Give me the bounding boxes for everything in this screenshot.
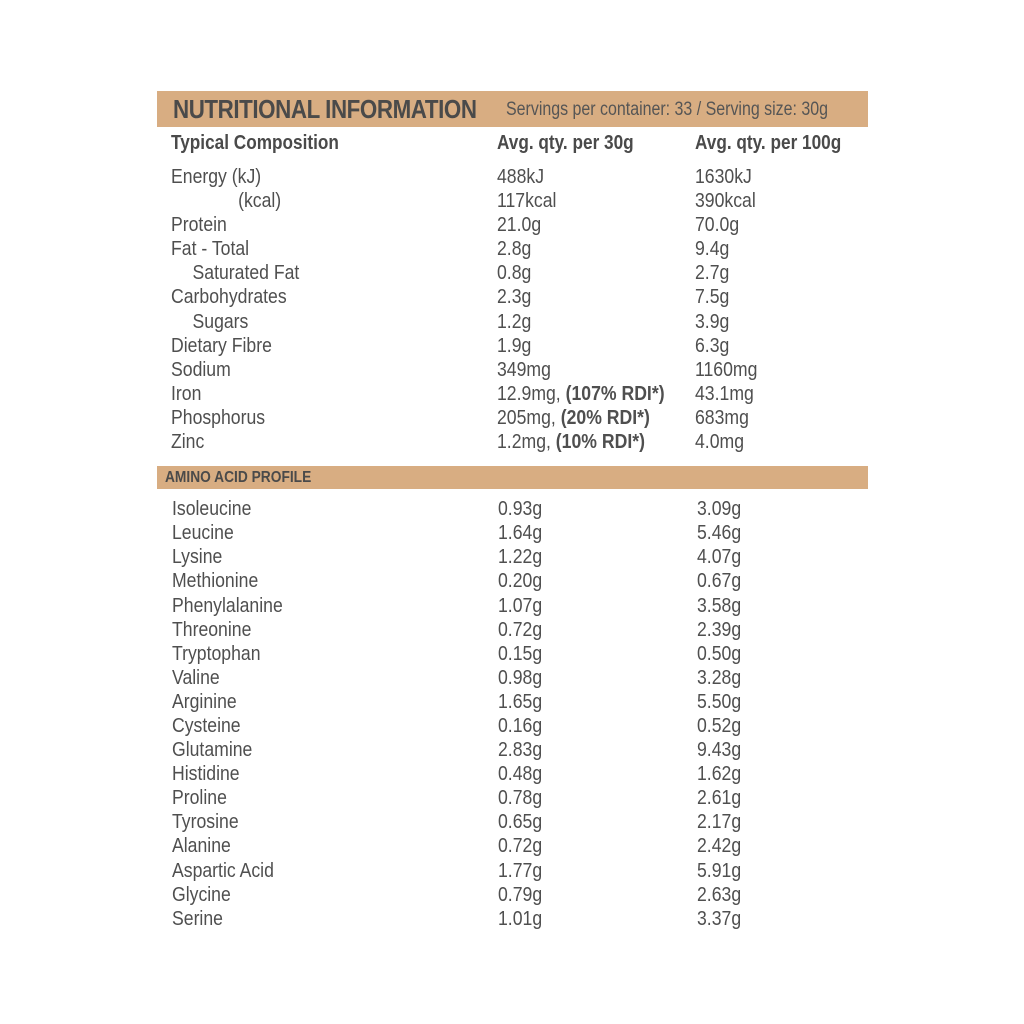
per-100g-value: 4.0mg bbox=[695, 430, 745, 454]
per-100g-value: 5.50g bbox=[697, 689, 742, 713]
per-100g-value: 390kcal bbox=[695, 189, 756, 213]
per-serving-value: 0.65g bbox=[498, 810, 543, 834]
per-serving-amount: 117kcal bbox=[497, 189, 557, 213]
amino-row bbox=[157, 521, 868, 545]
nutrient-name: Carbohydrates bbox=[171, 285, 287, 309]
column-headers bbox=[157, 127, 868, 161]
amino-row bbox=[157, 642, 868, 666]
nutrient-row bbox=[157, 189, 868, 213]
amino-name: Phenylalanine bbox=[172, 593, 283, 617]
rdi-percent: (107% RDI*) bbox=[565, 381, 665, 405]
column-header-per-100g: Avg. qty. per 100g bbox=[695, 132, 842, 154]
nutrient-name: Zinc bbox=[171, 430, 205, 454]
per-serving-value: 0.72g bbox=[498, 834, 543, 858]
serving-info: Servings per container: 33 / Serving size: 30g bbox=[506, 99, 829, 120]
per-100g-value: 2.61g bbox=[697, 786, 742, 810]
per-serving-value: 0.93g bbox=[498, 497, 543, 521]
amino-name: Proline bbox=[172, 786, 227, 810]
per-serving-amount: 2.8g bbox=[497, 237, 532, 261]
per-100g-value: 1630kJ bbox=[695, 165, 752, 188]
nutrient-row bbox=[157, 237, 868, 261]
column-header-per-serving: Avg. qty. per 30g bbox=[497, 132, 634, 154]
column-header-composition: Typical Composition bbox=[171, 132, 339, 154]
nutrient-name: Iron bbox=[171, 381, 202, 405]
per-100g-value: 0.67g bbox=[697, 569, 742, 593]
per-serving-amount: 349mg bbox=[497, 357, 551, 381]
amino-row bbox=[157, 666, 868, 690]
amino-name: Aspartic Acid bbox=[172, 858, 274, 882]
amino-name: Isoleucine bbox=[172, 497, 252, 521]
nutrient-row bbox=[157, 430, 868, 454]
nutrient-name: Protein bbox=[171, 213, 227, 237]
nutrient-name: Energy (kJ) bbox=[171, 165, 262, 188]
per-serving-value: 1.77g bbox=[498, 858, 543, 882]
per-100g-value: 3.37g bbox=[697, 906, 742, 930]
nutrient-name: Phosphorus bbox=[171, 405, 266, 429]
title-band bbox=[157, 91, 868, 127]
per-serving-amount: 205mg, bbox=[497, 405, 561, 429]
nutrient-row bbox=[157, 285, 868, 309]
amino-name: Methionine bbox=[172, 569, 259, 593]
per-100g-value: 43.1mg bbox=[695, 381, 754, 405]
per-serving-value bbox=[497, 213, 541, 237]
per-serving-amount: 2.3g bbox=[497, 285, 532, 309]
per-100g-value: 3.28g bbox=[697, 665, 742, 689]
per-100g-value: 0.50g bbox=[697, 641, 742, 665]
nutrient-name: Sugars bbox=[192, 309, 249, 333]
per-100g-value: 2.17g bbox=[697, 810, 742, 834]
per-100g-value: 3.09g bbox=[697, 497, 742, 521]
per-serving-amount: 0.8g bbox=[497, 261, 532, 285]
nutrient-name: Saturated Fat bbox=[192, 261, 300, 285]
per-serving-amount: 1.9g bbox=[497, 333, 532, 357]
amino-name: Glycine bbox=[172, 882, 231, 906]
per-serving-amount: 488kJ bbox=[497, 165, 545, 188]
rdi-percent: (20% RDI*) bbox=[560, 405, 650, 429]
per-serving-value: 0.78g bbox=[498, 786, 543, 810]
nutrient-name: Sodium bbox=[171, 357, 231, 381]
amino-name: Valine bbox=[172, 665, 220, 689]
per-serving-amount: 21.0g bbox=[497, 213, 542, 237]
per-serving-value bbox=[497, 310, 531, 334]
amino-row bbox=[157, 834, 868, 858]
per-serving-amount: 1.2g bbox=[497, 309, 532, 333]
per-serving-value bbox=[497, 285, 531, 309]
per-100g-value: 3.58g bbox=[697, 593, 742, 617]
per-100g-value: 1160mg bbox=[695, 357, 758, 381]
per-serving-value: 0.98g bbox=[498, 665, 543, 689]
nutrient-row bbox=[157, 406, 868, 430]
amino-row bbox=[157, 545, 868, 569]
per-100g-value: 1.62g bbox=[697, 762, 742, 786]
per-serving-value bbox=[497, 334, 531, 358]
amino-row bbox=[157, 497, 868, 521]
amino-name: Glutamine bbox=[172, 738, 253, 762]
per-100g-value: 2.42g bbox=[697, 834, 742, 858]
per-serving-value: 1.22g bbox=[498, 545, 543, 569]
amino-band bbox=[157, 466, 868, 489]
per-serving-value bbox=[497, 406, 650, 430]
amino-row bbox=[157, 883, 868, 907]
per-100g-value: 2.7g bbox=[695, 261, 730, 285]
nutrient-name: Fat - Total bbox=[171, 237, 250, 261]
per-100g-value: 9.4g bbox=[695, 237, 730, 261]
per-serving-value: 0.79g bbox=[498, 882, 543, 906]
nutrient-row bbox=[157, 213, 868, 237]
per-serving-value: 1.07g bbox=[498, 593, 543, 617]
per-serving-value: 1.65g bbox=[498, 689, 543, 713]
nutrient-table bbox=[157, 165, 868, 454]
amino-name: Arginine bbox=[172, 689, 237, 713]
amino-name: Alanine bbox=[172, 834, 231, 858]
amino-name: Tryptophan bbox=[172, 641, 261, 665]
per-serving-value bbox=[497, 165, 544, 189]
amino-row bbox=[157, 569, 868, 593]
per-serving-value: 0.16g bbox=[498, 713, 543, 737]
amino-row bbox=[157, 907, 868, 931]
per-100g-value: 5.46g bbox=[697, 521, 742, 545]
amino-name: Lysine bbox=[172, 545, 223, 569]
per-serving-value: 0.20g bbox=[498, 569, 543, 593]
per-serving-value: 0.48g bbox=[498, 762, 543, 786]
amino-name: Serine bbox=[172, 906, 223, 930]
amino-row bbox=[157, 738, 868, 762]
per-serving-value bbox=[497, 430, 645, 454]
per-100g-value: 70.0g bbox=[695, 213, 740, 237]
per-100g-value: 6.3g bbox=[695, 333, 730, 357]
nutrition-panel bbox=[157, 91, 868, 931]
amino-title: AMINO ACID PROFILE bbox=[165, 469, 312, 487]
rdi-percent: (10% RDI*) bbox=[555, 430, 645, 454]
amino-table bbox=[157, 497, 868, 931]
per-serving-value: 2.83g bbox=[498, 738, 543, 762]
panel-title: NUTRITIONAL INFORMATION bbox=[173, 94, 477, 124]
amino-row bbox=[157, 810, 868, 834]
per-serving-value: 0.72g bbox=[498, 617, 543, 641]
per-100g-value: 0.52g bbox=[697, 713, 742, 737]
amino-row bbox=[157, 594, 868, 618]
nutrient-row bbox=[157, 334, 868, 358]
amino-name: Threonine bbox=[172, 617, 252, 641]
per-100g-value: 4.07g bbox=[697, 545, 742, 569]
nutrient-row bbox=[157, 165, 868, 189]
per-100g-value: 683mg bbox=[695, 405, 749, 429]
nutrient-row bbox=[157, 261, 868, 285]
per-serving-value bbox=[497, 237, 531, 261]
nutrient-name: (kcal) bbox=[238, 189, 282, 213]
per-100g-value: 2.39g bbox=[697, 617, 742, 641]
per-serving-value bbox=[497, 189, 556, 213]
amino-name: Leucine bbox=[172, 521, 234, 545]
per-100g-value: 5.91g bbox=[697, 858, 742, 882]
nutrient-row bbox=[157, 382, 868, 406]
per-serving-value bbox=[497, 382, 665, 406]
per-100g-value: 7.5g bbox=[695, 285, 730, 309]
amino-row bbox=[157, 762, 868, 786]
per-serving-value: 0.15g bbox=[498, 641, 543, 665]
amino-row bbox=[157, 618, 868, 642]
per-serving-amount: 1.2mg, bbox=[497, 430, 556, 454]
nutrient-name: Dietary Fibre bbox=[171, 333, 272, 357]
per-100g-value: 9.43g bbox=[697, 738, 742, 762]
per-serving-amount: 12.9mg, bbox=[497, 381, 566, 405]
per-100g-value: 2.63g bbox=[697, 882, 742, 906]
per-serving-value bbox=[497, 261, 531, 285]
amino-name: Histidine bbox=[172, 762, 240, 786]
per-100g-value: 3.9g bbox=[695, 309, 730, 333]
per-serving-value: 1.01g bbox=[498, 906, 543, 930]
amino-row bbox=[157, 714, 868, 738]
amino-row bbox=[157, 786, 868, 810]
per-serving-value bbox=[497, 358, 551, 382]
nutrient-row bbox=[157, 358, 868, 382]
amino-name: Tyrosine bbox=[172, 810, 239, 834]
amino-row bbox=[157, 859, 868, 883]
nutrient-row bbox=[157, 310, 868, 334]
amino-row bbox=[157, 690, 868, 714]
amino-name: Cysteine bbox=[172, 713, 241, 737]
per-serving-value: 1.64g bbox=[498, 521, 543, 545]
